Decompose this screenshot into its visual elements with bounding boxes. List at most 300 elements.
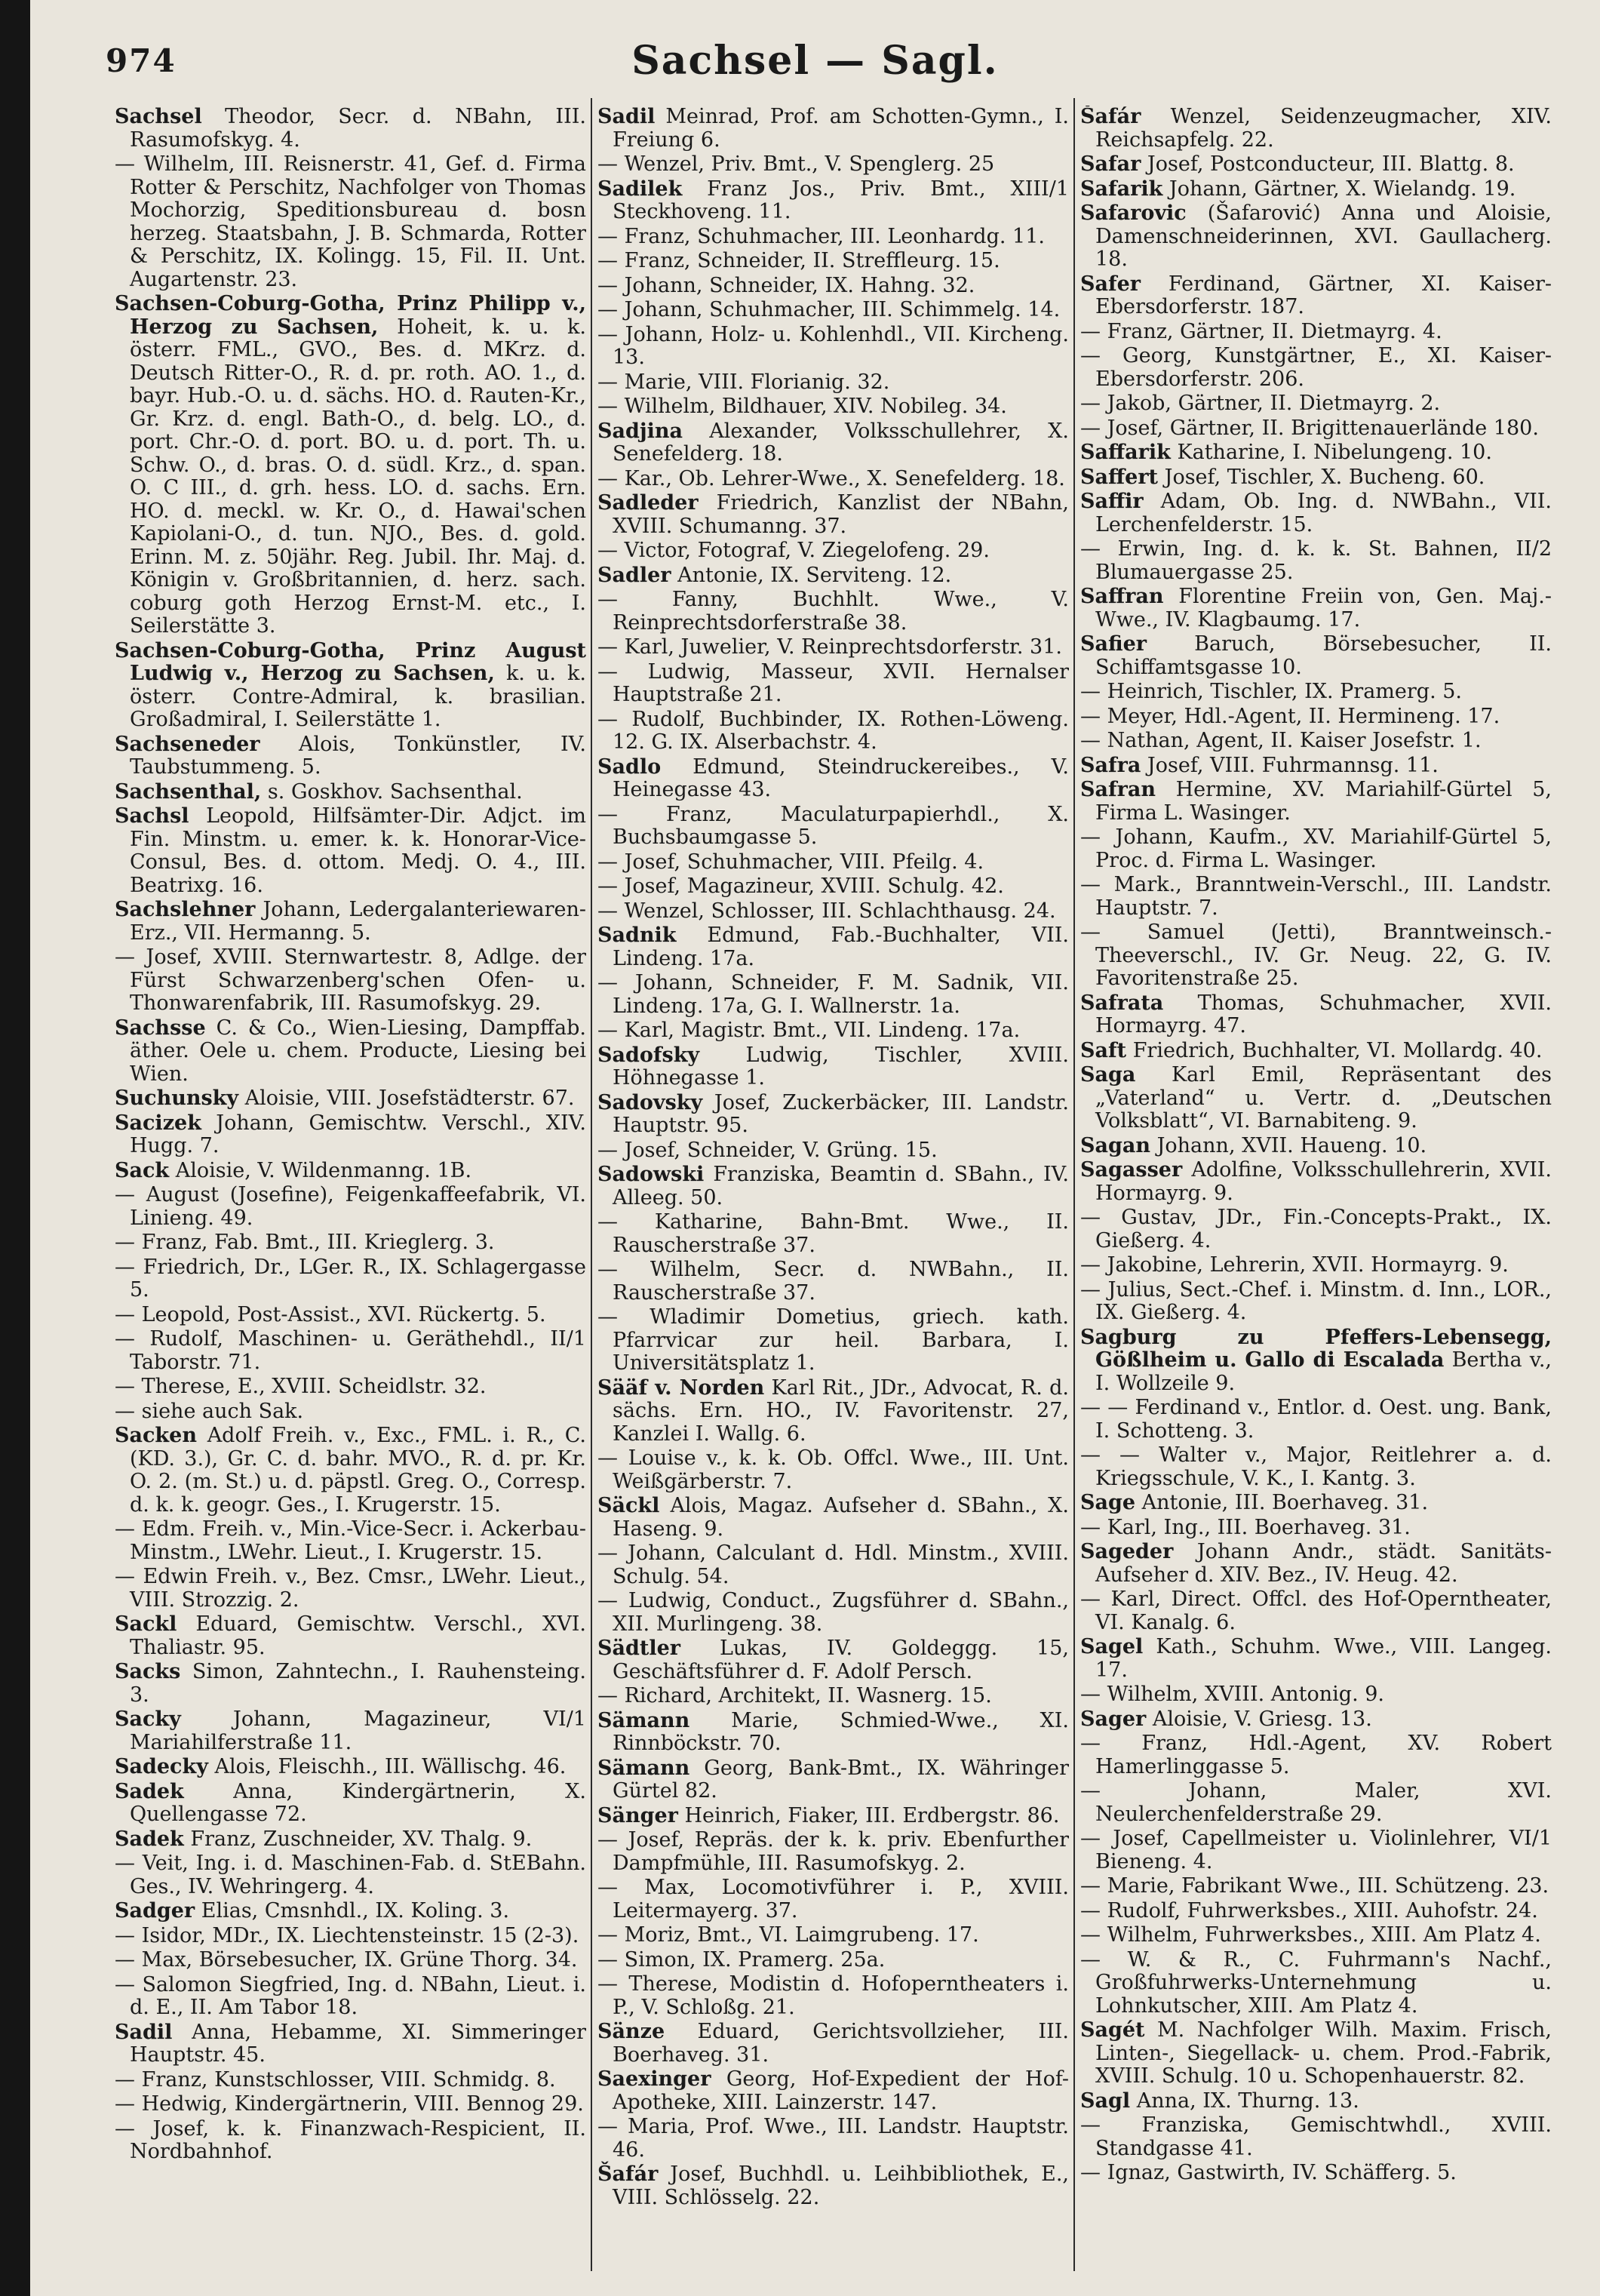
directory-entry [115,1231,586,1255]
directory-entry [597,1876,1069,1923]
directory-entry [597,1447,1069,1493]
directory-entry [1080,417,1552,441]
entry-details: Karl Emil, Repräsentant des „Vaterland“ u. Vertr. d. „Deutschen Volksblatt“, VI. Barnabiteng. 9. [1095,1063,1552,1133]
directory-entry [115,1613,586,1659]
entry-details: Wenzel, Seidenzeugmacher, XIV. Reichsapfelg. 22. [1095,106,1552,152]
directory-entry [115,1304,586,1327]
entry-details: M. Nachfolger Wilh. Maxim. Frisch, Linten-, Siegellack- u. chem. Prod.-Fabrik, XVIII. Schulg. 10 u. Schopenhauerstr. 82. [1095,2018,1552,2088]
entry-details: Thomas, Schuhmacher, XVII. Hormayrg. 47. [1095,991,1552,1037]
directory-entry [1080,681,1552,704]
directory-entry [597,1805,1069,1828]
directory-entry [1080,1683,1552,1707]
entry-details: — Johann, Schneider, IX. Hahng. 32. [597,273,975,297]
entry-surname: Sadek [115,1827,184,1851]
entry-details: — Fanny, Buchhlt. Wwe., V. Reinprechtsdorferstraße 38. [597,588,1069,635]
running-title: Sachsel — Sagl. [631,38,999,84]
entry-details: — Meyer, Hdl.-Agent, II. Hermineng. 17. [1080,704,1500,728]
entry-details: Katharine, I. Nibelungeng. 10. [1177,441,1492,464]
entry-surname: Sadecky [115,1755,208,1778]
entry-surname: Sackl [115,1612,177,1636]
directory-entry [1080,874,1552,920]
directory-entry [597,178,1069,224]
entry-surname: Sadofsky [597,1043,700,1067]
directory-entry [597,1685,1069,1708]
entry-surname: Saga [1080,1063,1136,1087]
directory-entry [597,1757,1069,1803]
directory-entry [1080,153,1552,177]
directory-entry [1080,1588,1552,1634]
entry-details: — Erwin, Ing. d. k. k. St. Bahnen, II/2 Blumauergasse 25. [1080,537,1552,584]
entry-details: — Nathan, Agent, II. Kaiser Josefstr. 1. [1080,729,1482,752]
directory-entry [1080,755,1552,778]
entry-surname: Sääf v. Norden [597,1375,765,1400]
directory-entry [115,1328,586,1374]
entry-details: — Katharine, Bahn-Bmt. Wwe., II. Rauscherstraße 37. [597,1210,1069,1257]
entry-details: Franziska, Beamtin d. SBahn., IV. Alleeg. 50. [613,1163,1069,1209]
directory-entry [597,972,1069,1018]
entry-details: — Franz, Kunstschlosser, VIII. Schmidg. 8. [115,2067,556,2092]
entry-details: — Richard, Architekt, II. Wasnerg. 15. [597,1684,992,1707]
entry-details: Aloisie, V. Wildenmanng. 1B. [175,1158,472,1182]
directory-entry [115,1375,586,1399]
directory-entry [115,153,586,291]
entry-details: — Wenzel, Schlosser, III. Schlachthausg. 24. [597,899,1056,923]
directory-entry [597,153,1069,177]
directory-entry [1080,178,1552,201]
entry-details: — Josef, Schneider, V. Grüng. 15. [597,1138,938,1162]
directory-entry [1080,2162,1552,2185]
entry-details: — W. & R., C. Fuhrmann's Nachf., Großfuhrwerks-Unternehmung u. Lohnkutscher, XIII. Am Platz 4. [1080,1947,1552,2018]
entry-details: Edmund, Fab.-Buchhalter, VII. Lindeng. 17a. [613,924,1069,970]
entry-details: Alois, Tonkünstler, IV. Taubstummeng. 5. [130,732,586,779]
entry-details: — Franz, Fab. Bmt., III. Krieglerg. 3. [115,1231,495,1254]
entry-details: Aloisie, VIII. Josefstädterstr. 67. [244,1087,575,1110]
directory-entry [115,1400,586,1424]
entry-details: — Leopold, Post-Assist., XVI. Rückertg. 5. [115,1302,546,1326]
entry-details: Friedrich, Kanzlist der NBahn, XVIII. Schumanng. 37. [613,491,1069,538]
entry-surname: Sadger [115,1899,195,1923]
directory-entry [115,1756,586,1779]
entry-surname: Sänze [597,2020,665,2043]
directory-entry [597,1211,1069,1257]
entry-details: — Josef, Repräs. der k. k. priv. Ebenfurther Dampfmühle, III. Rasumofskyg. 2. [597,1828,1069,1875]
entry-surname: Sachsenthal, [115,779,262,804]
directory-entry [1080,1708,1552,1732]
directory-entry [115,293,586,638]
entry-details: Johann, Magazineur, VI/1 Mariahilferstraße 11. [130,1707,586,1754]
entry-details: — Mark., Branntwein-Verschl., III. Landstr. Hauptstr. 7. [1080,873,1552,920]
entry-details: Eduard, Gemischtw. Verschl., XVI. Thaliastr. 95. [130,1612,586,1659]
entry-surname: Sadjina [597,419,683,443]
entry-details: Friedrich, Buchhalter, VI. Mollardg. 40. [1132,1038,1543,1062]
entry-details: Anna, Kindergärtnerin, X. Quellengasse 72. [130,1779,586,1826]
entry-details: Edmund, Steindruckereibes., V. Heinegasse 43. [613,755,1069,801]
directory-entry [115,1852,586,1898]
entry-details: — Georg, Kunstgärtner, E., XI. Kaiser-Ebersdorferstr. 206. [1080,344,1552,391]
entry-details: Anna, Hebamme, XI. Simmeringer Hauptstr. 45. [130,2020,586,2067]
directory-entry [1080,1732,1552,1778]
entry-surname: Sachseneder [115,732,260,756]
directory-entry [597,851,1069,874]
directory-entry [115,2069,586,2092]
entry-surname: Saft [1080,1038,1127,1062]
entry-details: Georg, Bank-Bmt., IX. Währinger Gürtel 82. [613,1756,1069,1803]
directory-entry [597,468,1069,491]
entry-surname: Safrata [1080,991,1164,1015]
directory-entry [1080,2019,1552,2089]
entry-surname: Sadleder [597,491,699,515]
entry-surname: Sädtler [597,1637,681,1660]
entry-surname: Suchunsky [115,1087,239,1110]
entry-details: Antonie, IX. Serviteng. 12. [677,563,952,587]
directory-entry [597,708,1069,755]
directory-entry [597,661,1069,707]
entry-details: — Karl, Ing., III. Boerhaveg. 31. [1080,1515,1411,1539]
directory-entry [597,1019,1069,1043]
column-divider [1073,98,1075,2271]
entry-details: — Wilhelm, Fuhrwerksbes., XIII. Am Platz 4. [1080,1923,1541,1947]
directory-entry [1080,1541,1552,1587]
entry-details: Florentine Freiin von, Gen. Maj.-Wwe., IV. Klagbaumg. 17. [1095,585,1552,632]
entry-details: — Marie, VIII. Florianig. 32. [597,370,890,394]
directory-entry [1080,826,1552,872]
entry-details: — Moriz, Bmt., VI. Laimgrubeng. 17. [597,1923,979,1947]
directory-page [30,0,1600,2296]
entry-details: Georg, Hof-Expedient der Hof-Apotheke, XIII. Lainzerstr. 147. [613,2067,1069,2114]
entry-details: — Franz, Hdl.-Agent, XV. Robert Hamerlinggasse 5. [1080,1732,1552,1778]
entry-details: — Josef, k. k. Finanzwach-Respicient, II. Nordbahnhof. [115,2116,586,2163]
entry-details: — Josef, Gärtner, II. Brigittenauerlände 180. [1080,416,1539,440]
entry-surname: Sacken [115,1424,197,1447]
directory-entry [115,2093,586,2116]
directory-entry [1080,1492,1552,1515]
entry-details: — Johann, Holz- u. Kohlenhdl., VII. Kircheng. 13. [597,322,1069,369]
entry-surname: Sachsl [115,804,189,828]
entry-details: — Wilhelm, III. Reisnerstr. 41, Gef. d. Firma Rotter & Perschitz, Nachfolger von Thomas Mochorzig, Speditionsbureau d. bosn herzeg. Staatsbahn, J. B. Schmarda, Rotter & Perschitz, IX. Kolingg. 15, Fil. II. Unt. Augartenstr. 23. [115,152,586,291]
entry-details: — Simon, IX. Pramerg. 25a. [597,1947,886,1972]
directory-entry [115,1708,586,1754]
entry-details: — Franz, Gärtner, II. Dietmayrg. 4. [1080,319,1442,343]
entry-surname: Sagl [1080,2089,1131,2113]
directory-entry [115,640,586,732]
entry-details: (Šafarović) Anna und Aloisie, Damenschneiderinnen, XVI. Gaullacherg. 18. [1095,201,1552,271]
column-middle [597,106,1069,2279]
entry-details: — Rudolf, Buchbinder, IX. Rothen-Löweng. 12. G. IX. Alserbachstr. 4. [597,707,1069,754]
entry-details: — Josef, Magazineur, XVIII. Schulg. 42. [597,874,1004,898]
entry-details: Johann, XVII. Haueng. 10. [1156,1133,1427,1157]
entry-surname: Sämann [597,1708,690,1732]
directory-entry [115,1781,586,1827]
directory-entry [1080,2114,1552,2160]
directory-entry [597,1092,1069,1138]
entry-details: — Therese, Modistin d. Hofoperntheaters i. P., V. Schloßg. 21. [597,1972,1069,2019]
directory-entry [597,1590,1069,1636]
entry-details: — Marie, Fabrikant Wwe., III. Schützeng. 23. [1080,1874,1549,1898]
directory-entry [1080,202,1552,272]
directory-entry [115,2021,586,2067]
entry-surname: Sacks [115,1660,181,1683]
entry-details: — Julius, Sect.-Chef. i. Minstm. d. Inn., LOR., IX. Gießerg. 4. [1080,1277,1552,1324]
entry-surname: Sagan [1080,1133,1150,1157]
entry-details: — Johann, Maler, XVI. Neulerchenfelderstraße 29. [1080,1779,1552,1826]
entry-details: — Wilhelm, Secr. d. NWBahn., II. Rauscherstraße 37. [597,1258,1069,1305]
entry-details: — siehe auch Sak. [115,1399,304,1423]
entry-details: — Max, Locomotivführer i. P., XVIII. Leitermayerg. 37. [597,1876,1069,1923]
directory-entry [1080,1206,1552,1253]
entry-details: — Josef, XVIII. Sternwartestr. 8, Adlge. der Fürst Schwarzenberg'schen Ofen- u. Thonwarenfabrik, III. Rasumofskyg. 29. [115,945,586,1015]
entry-details: C. & Co., Wien-Liesing, Dampffab. äther. Oele u. chem. Producte, Liesing bei Wien. [130,1016,586,1086]
entry-details: Josef, Postconducteur, III. Blattg. 8. [1147,152,1515,176]
entry-details: — Ignaz, Gastwirth, IV. Schäfferg. 5. [1080,2161,1457,2184]
directory-entry [597,2116,1069,2162]
entry-details: — Kar., Ob. Lehrer-Wwe., X. Senefelderg. 18. [597,466,1065,490]
directory-entry [1080,1397,1552,1443]
directory-entry [597,1710,1069,1756]
directory-entry [115,1425,586,1517]
entry-details: Theodor, Secr. d. NBahn, III. Rasumofskyg. 4. [130,106,586,152]
entry-details: Johann, Ledergalanteriewaren-Erz., VII. Hermanng. 5. [130,898,586,945]
entry-surname: Sadowski [597,1163,705,1186]
column-right [1080,106,1552,2279]
entry-details: — Gustav, JDr., Fin.-Concepts-Prakt., IX. Gießerg. 4. [1080,1206,1552,1253]
entry-details: — Ludwig, Masseur, XVII. Hernalser Hauptstraße 21. [597,659,1069,706]
entry-details: — Victor, Fotograf, V. Ziegelofeng. 29. [597,539,990,562]
entry-details: Marie, Schmied-Wwe., XI. Rinnböckstr. 70. [613,1708,1069,1755]
directory-entry [597,1542,1069,1588]
entry-surname: Sagel [1080,1635,1144,1658]
directory-entry [1080,1159,1552,1205]
directory-entry [597,492,1069,538]
entry-surname: Sänger [597,1803,678,1827]
directory-entry [115,1184,586,1230]
entry-details: — Karl, Juwelier, V. Reinprechtsdorferstr. 31. [597,635,1062,659]
directory-entry [115,1087,586,1111]
entry-details: — — Ferdinand v., Entlor. d. Oest. ung. Bank, I. Schotteng. 3. [1080,1396,1552,1443]
directory-entry [597,1306,1069,1375]
entry-surname: Sachsel [115,106,202,128]
entry-details: — Franz, Schneider, II. Streffleurg. 15. [597,249,1000,272]
directory-entry [1080,1326,1552,1396]
directory-entry [1080,1135,1552,1158]
entry-surname: Sachsen-Coburg-Gotha, Prinz August Ludwig v., Herzog zu Sachsen, [115,638,586,685]
directory-entry [1080,1875,1552,1898]
directory-entry [597,1163,1069,1209]
entry-details: — Johann, Kaufm., XV. Mariahilf-Gürtel 5, Proc. d. Firma L. Wasinger. [1080,825,1552,872]
directory-entry [115,1949,586,1972]
entry-details: — Hedwig, Kindergärtnerin, VIII. Bennog 29. [115,2092,584,2116]
directory-entry [1080,992,1552,1038]
entry-surname: Sachsen-Coburg-Gotha, Prinz Philipp v., Herzog zu Sachsen, [115,292,586,339]
entry-details: — Isidor, MDr., IX. Liechtensteinstr. 15 (2-3). [115,1923,579,1947]
directory-entry [597,1829,1069,1875]
entry-surname: Sadovsky [597,1090,703,1114]
entry-details: Elias, Cmsnhdl., IX. Koling. 3. [201,1899,510,1923]
entry-details: — Louise v., k. k. Ob. Offcl. Wwe., III. Unt. Weißgärberstr. 7. [597,1446,1069,1493]
directory-entry [1080,1064,1552,1133]
directory-entry [115,2118,586,2164]
entry-details: — August (Josefine), Feigenkaffeefabrik, VI. Linieng. 49. [115,1183,586,1230]
entry-surname: Sagburg zu Pfeffers-Lebensegg, Gößlheim u. Gallo di Escalada [1080,1325,1552,1372]
entry-details: — Jakobine, Lehrerin, XVII. Hormayrg. 9. [1080,1253,1509,1277]
entry-surname: Sadlo [597,755,662,779]
entry-details: Adam, Ob. Ing. d. NWBahn., VII. Lerchenfelderstr. 15. [1095,490,1552,536]
entry-details: — Samuel (Jetti), Branntweinsch.-Theeverschl., IV. Gr. Neug. 22, G. IV. Favoritenstraße 25. [1080,921,1552,990]
directory-entry [1080,490,1552,536]
entry-details: Ludwig, Tischler, XVIII. Höhnegasse 1. [613,1043,1069,1090]
directory-entry [1080,345,1552,391]
entry-details: Adolfine, Volksschullehrerin, XVII. Hormayrg. 9. [1095,1158,1552,1205]
directory-entry [115,1925,586,1948]
directory-entry [597,924,1069,970]
directory-entry [115,1900,586,1923]
entry-surname: Saffir [1080,490,1144,513]
directory-entry [1080,321,1552,344]
entry-details: Franz, Zuschneider, XV. Thalg. 9. [190,1827,533,1851]
directory-entry [597,564,1069,588]
entry-surname: Sack [115,1158,170,1182]
entry-details: Antonie, III. Boerhaveg. 31. [1141,1491,1429,1514]
directory-entry [1080,1517,1552,1540]
directory-entry [597,589,1069,635]
entry-surname: Sadil [597,106,656,128]
entry-details: — Max, Börsebesucher, IX. Grüne Thorg. 34. [115,1948,578,1972]
directory-entry [115,1112,586,1158]
directory-entry [597,324,1069,370]
entry-surname: Safarik [1080,177,1163,201]
page-header [30,38,1600,98]
directory-entry [597,1139,1069,1163]
entry-details: Heinrich, Fiaker, III. Erdbergstr. 86. [684,1803,1060,1827]
directory-entry [1080,1444,1552,1490]
entry-details: — Josef, Schuhmacher, VIII. Pfeilg. 4. [597,850,984,874]
directory-entry [115,1828,586,1852]
directory-entry [1080,1279,1552,1325]
directory-entry [597,1377,1069,1446]
entry-details: — Josef, Capellmeister u. Violinlehrer, VI/1 Bieneng. 4. [1080,1827,1552,1873]
entry-details: Hoheit, k. u. k. österr. FML., GVO., Bes. d. MKrz. d. Deutsch Ritter-O., R. d. pr. roth. AO. 1., d. bayr. Hub.-O. u. d. sächs. HO. d. Rauten-Kr., Gr. Krz. d. engl. Bath-O., d. belg. LO., d. port. Chr.-O. d. port. BO. u. d. port. Th. u. Schw. O., d. bras. O. d. südl. Krz., d. span. O. C III., d. grh. hess. LO. d. sachs. Ern. HO. d. meckl. w. Kr. O., d. Hawai'schen Kapiolani-O., d. tun. NJO., Bes. d. gold. Erinn. M. z. 50jähr. Reg. Jubil. Ihr. Maj. d. Königin v. Großbritannien, d. herz. sach. coburg goth Herzog Ernst-M. etc., I. Seilerstätte 3. [130,315,586,638]
column-divider [591,98,592,2271]
entry-details: Josef, Buchhdl. u. Leihbibliothek, E., VIII. Schlösselg. 22. [613,2162,1069,2209]
directory-entry [1080,1827,1552,1873]
entry-details: — Johann, Calculant d. Hdl. Minstm., XVIII. Schulg. 54. [597,1541,1069,1588]
entry-details: Aloisie, V. Griesg. 13. [1152,1707,1372,1731]
directory-entry [597,275,1069,298]
entry-details: Meinrad, Prof. am Schotten-Gymn., I. Freiung 6. [613,106,1069,152]
entry-details: Alexander, Volksschullehrer, X. Senefelderg. 18. [613,419,1069,466]
directory-entry [597,900,1069,924]
entry-surname: Safarovic [1080,201,1187,225]
entry-details: — Heinrich, Tischler, IX. Pramerg. 5. [1080,680,1462,703]
entry-details: — Johann, Schuhmacher, III. Schimmelg. 14. [597,298,1061,321]
entry-details: Lukas, IV. Goldeggg. 15, Geschäftsführer d. F. Adolf Persch. [613,1637,1069,1683]
entry-surname: Sachsse [115,1016,206,1040]
entry-details: Johann, Gärtner, X. Wielandg. 19. [1169,177,1516,201]
entry-details: Baruch, Börsebesucher, II. Schiffamtsgasse 10. [1095,632,1552,679]
directory-entry [1080,273,1552,319]
entry-details: — Edwin Freih. v., Bez. Cmsr., LWehr. Lieut., VIII. Strozzig. 2. [115,1565,586,1612]
directory-entry [597,804,1069,850]
directory-entry [1080,106,1552,152]
entry-surname: Saffran [1080,585,1164,608]
directory-entry [1080,633,1552,679]
entry-surname: Safar [1080,152,1141,176]
directory-entry [115,899,586,945]
entry-details: Josef, VIII. Fuhrmannsg. 11. [1147,753,1439,777]
entry-details: Leopold, Hilfsämter-Dir. Adjct. im Fin. Minstm. u. emer. k. k. Honorar-Vice-Consul, Bes. d. ottom. Medj. O. 4., III. Beatrixg. 16. [130,804,586,897]
entry-details: — Wenzel, Priv. Bmt., V. Spenglerg. 25 [597,152,995,176]
entry-details: Adolf Freih. v., Exc., FML. i. R., C. (KD. 3.), Gr. C. d. bahr. MVO., R. d. pr. Kr. O. 2. (m. St.) u. d. päpstl. Greg. O., Corresp. d. k. k. geogr. Ges., I. Krugerstr. 15. [130,1424,586,1517]
entry-surname: Safier [1080,632,1147,656]
entry-details: — Ludwig, Conduct., Zugsführer d. SBahn., XII. Murlingeng. 38. [597,1589,1069,1636]
directory-entry [1080,392,1552,416]
entry-surname: Sacky [115,1707,181,1731]
directory-entry [1080,2090,1552,2113]
directory-entry [115,1160,586,1183]
directory-entry [115,1974,586,2020]
entry-details: Johann, Gemischtw. Verschl., XIV. Hugg. 7. [130,1111,586,1157]
entry-details: Simon, Zahntechn., I. Rauhensteing. 3. [130,1660,586,1707]
entry-details: — Wilhelm, XVIII. Antonig. 9. [1080,1683,1385,1706]
entry-details: Ferdinand, Gärtner, XI. Kaiser-Ebersdorferstr. 187. [1095,272,1552,318]
entry-surname: Sagasser [1080,1158,1183,1182]
entry-surname: Safran [1080,778,1156,801]
entry-details: s. Goskhov. Sachsenthal. [267,779,523,804]
entry-surname: Safra [1080,753,1141,777]
directory-entry [1080,1780,1552,1826]
directory-entry [597,1949,1069,1972]
directory-entry [1080,705,1552,729]
entry-details: — Edm. Freih. v., Min.-Vice-Secr. i. Ackerbau-Minstm., LWehr. Lieut., I. Krugerstr. 15. [115,1517,586,1564]
entry-surname: Sageder [1080,1540,1174,1563]
directory-entry [115,805,586,897]
entry-details: — Johann, Schneider, F. M. Sadnik, VII. Lindeng. 17a, G. I. Wallnerstr. 1a. [597,971,1069,1018]
entry-details: Anna, IX. Thurng. 13. [1136,2089,1359,2113]
directory-entry [597,636,1069,659]
entry-details: — Karl, Magistr. Bmt., VII. Lindeng. 17a. [597,1019,1021,1042]
column-left [115,106,586,2279]
directory-entry [1080,441,1552,465]
entry-details: — Therese, E., XVIII. Scheidlstr. 32. [115,1375,487,1398]
directory-entry [1080,779,1552,825]
directory-entry [597,1495,1069,1541]
entry-details: Karl Rit., JDr., Advocat, R. d. sächs. Ern. HO., IV. Favoritenstr. 27, Kanzlei I. Wallg. 6. [613,1375,1069,1446]
entry-surname: Sadek [115,1779,184,1803]
directory-entry [597,1973,1069,2019]
entry-surname: Saffarik [1080,441,1171,464]
entry-details: Franz Jos., Priv. Bmt., XIII/1 Steckhoveng. 11. [613,177,1069,223]
entry-details: — Friedrich, Dr., LGer. R., IX. Schlagergasse 5. [115,1255,586,1302]
directory-entry [1080,1636,1552,1682]
directory-entry [115,1566,586,1612]
directory-entry [597,2163,1069,2209]
entry-details: — Salomon Siegfried, Ing. d. NBahn, Lieut. i. d. E., II. Am Tabor 18. [115,1972,586,2019]
directory-entry [597,250,1069,273]
directory-entry [597,371,1069,395]
entry-details: Kath., Schuhm. Wwe., VIII. Langeg. 17. [1095,1635,1552,1682]
entry-details: Johann Andr., städt. Sanitäts-Aufseher d. XIV. Bez., IV. Heug. 42. [1095,1540,1552,1587]
directory-entry [597,875,1069,899]
entry-surname: Saexinger [597,2067,711,2091]
entry-surname: Saffert [1080,465,1159,489]
entry-details: — Wladimir Dometius, griech. kath. Pfarrvicar zur heil. Barbara, I. Universitätsplatz 1. [597,1305,1069,1375]
entry-surname: Sacizek [115,1111,201,1135]
entry-surname: Safer [1080,272,1141,296]
directory-entry [1080,466,1552,490]
entry-details: Josef, Zuckerbäcker, III. Landstr. Hauptstr. 95. [613,1090,1069,1137]
directory-entry [1080,586,1552,632]
entry-surname: Šafár [597,2162,659,2186]
entry-details: — Karl, Direct. Offcl. des Hof-Operntheater, VI. Kanalg. 6. [1080,1588,1552,1634]
